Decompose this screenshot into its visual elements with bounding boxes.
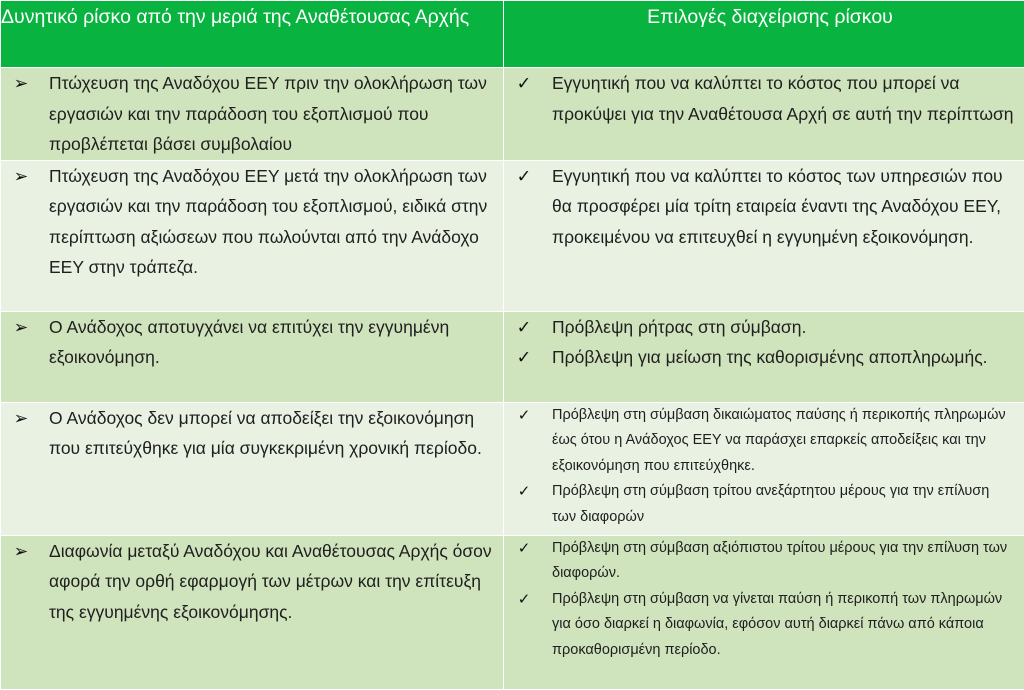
table-row <box>1 402 1024 535</box>
options-cell <box>504 402 1024 535</box>
header-row <box>1 1 1024 68</box>
check-icon: ✓ <box>504 536 538 562</box>
risk-cell <box>1 402 504 535</box>
arrow-bullet-icon: ➢ <box>1 68 35 99</box>
check-icon: ✓ <box>504 161 538 192</box>
option-text: Πρόβλεψη στη σύμβαση τρίτου ανεξάρτητου μέρους για την επίλυση των διαφορών <box>538 479 1024 530</box>
check-icon: ✓ <box>504 587 538 613</box>
arrow-bullet-icon: ➢ <box>1 312 35 343</box>
options-cell <box>504 535 1024 689</box>
risk-cell <box>1 535 504 689</box>
option-text: Εγγυητική που να καλύπτει το κόστος που μπορεί να προκύψει για την Αναθέτουσα Αρχή σε αυτή την περίπτωση <box>538 68 1024 129</box>
arrow-bullet-icon: ➢ <box>1 403 35 434</box>
option-text: Πρόβλεψη στη σύμβαση να γίνεται παύση ή περικοπή των πληρωμών για όσο διαρκεί η διαφωνία, εφόσον αυτή διαρκεί πάνω από κάποια προκαθορισμένη περίοδο. <box>538 587 1024 664</box>
table-row <box>1 160 1024 311</box>
risk-text: Πτώχευση της Αναδόχου ΕΕΥ πριν την ολοκλήρωση των εργασιών και την παράδοση του εξοπλισμού που προβλέπεται βάσει συμβολαίου <box>35 68 503 160</box>
table-row <box>1 535 1024 689</box>
arrow-bullet-icon: ➢ <box>1 536 35 567</box>
options-cell <box>504 68 1024 161</box>
table-row <box>1 68 1024 161</box>
options-cell <box>504 160 1024 311</box>
check-icon: ✓ <box>504 479 538 505</box>
option-text: Πρόβλεψη στη σύμβαση δικαιώματος παύσης ή περικοπής πληρωμών έως ότου η Ανάδοχος ΕΕΥ να παράσχει επαρκείς αποδείξεις και την εξοικονόμηση που επιτεύχθηκε. <box>538 403 1024 480</box>
header-options: Επιλογές διαχείρισης ρίσκου <box>504 1 1024 68</box>
check-icon: ✓ <box>504 68 538 99</box>
option-text: Εγγυητική που να καλύπτει το κόστος των υπηρεσιών που θα προσφέρει μία τρίτη εταιρεία έναντι της Αναδόχου ΕΕΥ, προκειμένου να επιτευχθεί η εγγυημένη εξοικονόμηση. <box>538 161 1024 253</box>
risk-text: Διαφωνία μεταξύ Αναδόχου και Αναθέτουσας Αρχής όσον αφορά την ορθή εφαρμογή των μέτρων και την επίτευξη της εγγυημένης εξοικονόμησης. <box>35 536 503 628</box>
option-text: Πρόβλεψη ρήτρας στη σύμβαση. <box>538 312 1024 343</box>
risk-cell <box>1 68 504 161</box>
arrow-bullet-icon: ➢ <box>1 161 35 192</box>
table-row <box>1 311 1024 402</box>
check-icon: ✓ <box>504 342 538 373</box>
check-icon: ✓ <box>504 312 538 343</box>
risk-text: Ο Ανάδοχος αποτυγχάνει να επιτύχει την εγγυημένη εξοικονόμηση. <box>35 312 503 373</box>
check-icon: ✓ <box>504 403 538 429</box>
options-cell <box>504 311 1024 402</box>
option-text: Πρόβλεψη για μείωση της καθορισμένης αποπληρωμής. <box>538 342 1024 373</box>
risk-cell <box>1 311 504 402</box>
header-risk: Δυνητικό ρίσκο από την μεριά της Αναθέτουσας Αρχής <box>1 1 504 68</box>
option-text: Πρόβλεψη στη σύμβαση αξιόπιστου τρίτου μέρους για την επίλυση των διαφορών. <box>538 536 1024 587</box>
risk-text: Ο Ανάδοχος δεν μπορεί να αποδείξει την εξοικονόμηση που επιτεύχθηκε για μία συγκεκριμένη χρονική περίοδο. <box>35 403 503 464</box>
risk-text: Πτώχευση της Αναδόχου ΕΕΥ μετά την ολοκλήρωση των εργασιών και την παράδοση του εξοπλισμού, ειδικά στην περίπτωση αξιώσεων που πωλούνται από την Ανάδοχο ΕΕΥ στην τράπεζα. <box>35 161 503 283</box>
risk-cell <box>1 160 504 311</box>
